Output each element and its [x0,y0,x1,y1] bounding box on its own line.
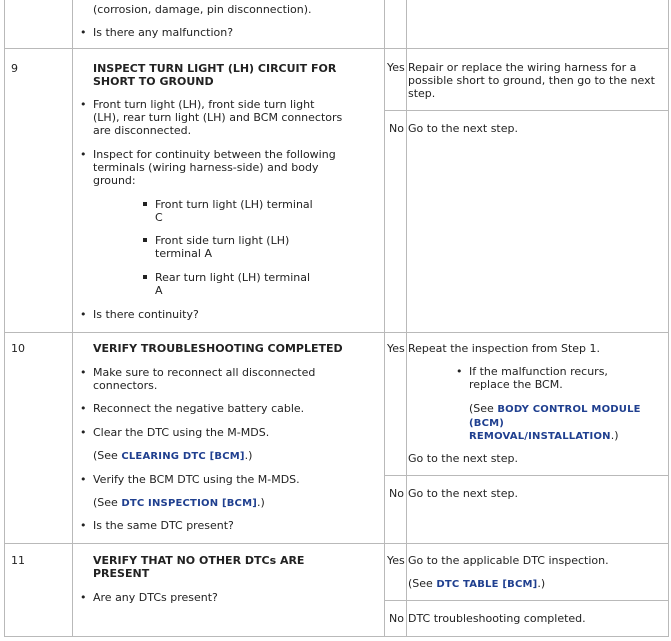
instruction-bullet: • Clear the DTC using the M-MDS. [93,426,269,439]
step-number: 11 [11,554,25,567]
see-suffix: .) [244,449,253,462]
instruction-bullet: • Reconnect the negative battery cable. [93,402,304,415]
question-text: • Are any DTCs present? [93,591,218,604]
no-label: No [389,487,404,500]
terminal-item: Front turn light (LH) terminal [155,198,313,211]
instruction-bullet: ground: [93,174,136,187]
see-prefix: (See [93,496,122,509]
dtc-inspection-link[interactable]: DTC INSPECTION [BCM] [121,498,257,509]
bcm-link[interactable]: BODY CONTROL MODULE [497,404,641,415]
column-divider-2 [384,0,385,637]
table-border-right [668,0,669,637]
see-reference [469,402,641,416]
see-reference [93,449,252,463]
instruction-bullet: • Verify the BCM DTC using the M-MDS. [93,473,300,486]
instruction-bullet: • Front turn light (LH), front side turn light [93,98,314,111]
question-text: • Is there continuity? [93,308,199,321]
yes-action: Go to the applicable DTC inspection. [408,554,609,567]
see-suffix: .) [610,429,619,442]
see-suffix: .) [537,577,546,590]
see-prefix: (See [93,449,122,462]
no-action: Go to the next step. [408,122,518,135]
yes-action-bullet: replace the BCM. [469,378,563,391]
yes-action: Repair or replace the wiring harness for a [408,61,637,74]
table-border-left [4,0,5,637]
step-number: 9 [11,62,18,75]
step-title: SHORT TO GROUND [93,75,214,88]
see-prefix: (See [469,402,498,415]
yes-action: Go to the next step. [408,452,518,465]
terminal-item: C [155,211,163,224]
see-reference [469,416,504,430]
yes-action: possible short to ground, then go to the next [408,74,655,87]
yes-action: step. [408,87,436,100]
terminal-item: terminal A [155,247,212,260]
instruction-bullet: • Make sure to reconnect all disconnected [93,366,315,379]
instruction-bullet: are disconnected. [93,124,192,137]
bcm-link[interactable]: (BCM) [469,418,505,429]
yes-label: Yes [387,554,405,567]
instruction-bullet: • Inspect for continuity between the following [93,148,336,161]
row-divider [4,332,669,333]
row-divider [4,48,669,49]
row-divider [384,110,669,111]
see-reference [93,496,265,510]
terminal-item: Front side turn light (LH) [155,234,290,247]
see-reference [469,429,619,443]
no-label: No [389,612,404,625]
instruction-bullet: connectors. [93,379,158,392]
clearing-dtc-link[interactable]: CLEARING DTC [BCM] [121,451,245,462]
terminal-item: Rear turn light (LH) terminal [155,271,311,284]
no-label: No [389,122,404,135]
instruction-bullet: terminals (wiring harness-side) and body [93,161,319,174]
see-suffix: .) [257,496,265,509]
no-action: Go to the next step. [408,487,518,500]
no-action: DTC troubleshooting completed. [408,612,586,625]
step-title: VERIFY THAT NO OTHER DTCs ARE [93,554,305,567]
column-divider-3 [406,0,407,637]
terminal-item: A [155,284,163,297]
yes-label: Yes [387,61,405,74]
row-divider [384,600,669,601]
instruction-bullet: (LH), rear turn light (LH) and BCM connectors [93,111,343,124]
dtc-table-link[interactable]: DTC TABLE [BCM] [436,579,538,590]
yes-action-bullet: • If the malfunction recurs, [469,365,608,378]
see-prefix: (See [408,577,437,590]
table-border-bottom [4,636,669,637]
yes-label: Yes [387,342,405,355]
step-title: VERIFY TROUBLESHOOTING COMPLETED [93,342,343,355]
question-text: • Is there any malfunction? [93,26,233,39]
step-title: PRESENT [93,567,150,580]
row-divider [4,543,669,544]
yes-action: Repeat the inspection from Step 1. [408,342,601,355]
step-number: 10 [11,342,25,355]
column-divider-1 [72,0,73,637]
continued-text: (corrosion, damage, pin disconnection). [93,3,312,16]
bcm-link[interactable]: REMOVAL/INSTALLATION [469,431,611,442]
step-title: INSPECT TURN LIGHT (LH) CIRCUIT FOR [93,62,337,75]
see-reference [408,577,545,591]
question-text: • Is the same DTC present? [93,519,234,532]
row-divider [384,475,669,476]
